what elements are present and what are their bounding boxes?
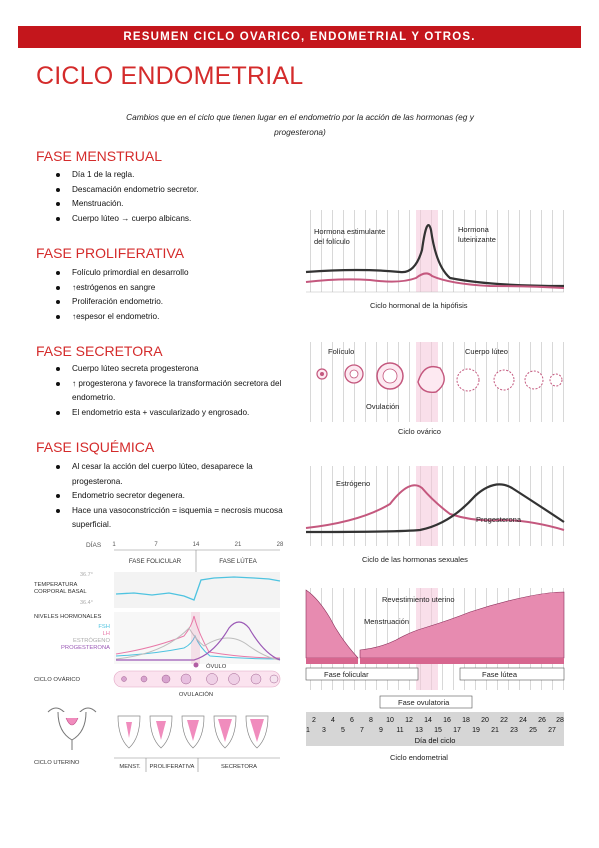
day-tick: 1 (112, 542, 116, 548)
bullet-list-isquemica (56, 460, 286, 533)
sex-hormone-panel (306, 466, 564, 564)
axis-label: Día del ciclo (414, 736, 456, 745)
day-tick: 21 (491, 727, 499, 734)
day-tick: 26 (538, 717, 546, 724)
days-label: DÍAS (86, 542, 102, 549)
phase-folicular-label: Fase folicular (324, 670, 369, 679)
legend-estrogen: ESTRÓGENO (72, 638, 110, 644)
day-tick: 7 (360, 727, 364, 734)
uterine-phase-secretora: SECRETORA (221, 764, 257, 770)
lh-label: Hormona (458, 225, 489, 234)
list-item: Al cesar la acción del cuerpo lúteo, desaparece la progesterona. (56, 460, 286, 489)
phase-title-menstrual: FASE MENSTRUAL (36, 148, 163, 164)
day-tick: 6 (350, 717, 354, 724)
day-tick: 8 (369, 717, 373, 724)
ovulacion-label: OVULACIÓN (178, 692, 214, 698)
list-item: Descamación endometrio secretor. (56, 183, 286, 198)
uterine-stages (118, 716, 268, 748)
day-tick: 28 (276, 542, 284, 548)
phase-label-lutea: FASE LÚTEA (219, 558, 257, 565)
menstruacion-label: Menstruación (364, 617, 410, 626)
bullet-list-menstrual (56, 168, 286, 226)
phase-title-secretora: FASE SECRETORA (36, 343, 163, 359)
lh-label: luteinizante (458, 235, 496, 244)
day-tick: 18 (462, 717, 470, 724)
day-tick: 14 (424, 717, 432, 724)
intro-text: Cambios que en el ciclo que tienen lugar en el endometrio por la acción de las hormonas (eg y progesterona) (126, 112, 474, 137)
revestimiento-label: Revestimiento uterino (382, 595, 455, 604)
phase-title-proliferativa: FASE PROLIFERATIVA (36, 245, 185, 261)
ovarian-caption: Ciclo ovárico (398, 427, 441, 436)
list-item: Endometrio secretor degenera. (56, 489, 286, 504)
phase-title-isquemica: FASE ISQUÉMICA (36, 439, 155, 455)
uterino-label: CICLO UTERINO (34, 760, 80, 766)
fsh-label: del folículo (314, 237, 350, 246)
list-item: Proliferación endometrio. (56, 295, 286, 310)
list-item: Cuerpo lúteo → cuerpo albicans. (56, 212, 286, 227)
list-item: Hace una vasoconstricción = isquemia = necrosis mucosa superficial. (56, 504, 286, 533)
temp-label: CORPORAL BASAL (34, 589, 87, 595)
bullet-list-proliferativa (56, 266, 286, 324)
day-tick: 19 (472, 727, 480, 734)
day-tick: 28 (556, 717, 564, 724)
ovulo-label: ÓVULO (206, 664, 227, 670)
day-tick: 7 (154, 542, 158, 548)
fsh-label: Hormona estimulante (314, 227, 386, 236)
temp-high-label: 36.7° (80, 572, 93, 578)
bullet-list-secretora (56, 362, 286, 420)
uterine-phase-menst: MENST. (119, 764, 141, 770)
day-tick: 16 (443, 717, 451, 724)
uterine-phase-proliferativa: PROLIFERATIVA (149, 764, 195, 770)
progesterone-label: Progesterona (476, 515, 522, 524)
legend-lh: LH (102, 631, 110, 637)
phase-label-folicular: FASE FOLICULAR (128, 558, 182, 565)
list-item: El endometrio esta + vascularizado y engrosado. (56, 406, 286, 421)
estrogen-label: Estrógeno (336, 479, 371, 488)
day-tick: 13 (415, 727, 423, 734)
day-tick: 22 (500, 717, 508, 724)
ovarian-cycle-panel (306, 342, 564, 436)
day-tick: 15 (434, 727, 442, 734)
day-tick: 5 (341, 727, 345, 734)
pituitary-caption: Ciclo hormonal de la hipófisis (370, 301, 468, 310)
list-item: ↑espesor el endometrio. (56, 310, 286, 325)
list-item: Día 1 de la regla. (56, 168, 286, 183)
day-tick: 3 (322, 727, 326, 734)
day-tick: 10 (386, 717, 394, 724)
day-tick: 20 (481, 717, 489, 724)
day-tick: 21 (234, 542, 242, 548)
day-tick: 11 (396, 727, 404, 734)
list-item: Menstruación. (56, 197, 286, 212)
legend-fsh: FSH (98, 624, 110, 630)
uterus-icon (48, 708, 96, 750)
temp-low-label: 36.4° (80, 600, 93, 606)
list-item: Cuerpo lúteo secreta progesterona (56, 362, 286, 377)
cycle-summary-figure (34, 536, 290, 776)
hormones-label: NIVELES HORMONALES (34, 614, 102, 620)
phase-lutea-label: Fase lútea (482, 670, 518, 679)
pituitary-hormone-panel (306, 210, 564, 310)
day-tick: 1 (306, 727, 310, 734)
day-tick: 23 (510, 727, 518, 734)
ovulacion-label: Ovulación (366, 402, 400, 411)
day-tick: 25 (529, 727, 537, 734)
endometrial-panel (306, 588, 564, 762)
sex-hormone-caption: Ciclo de las hormonas sexuales (362, 555, 468, 564)
day-tick: 14 (192, 542, 200, 548)
day-tick: 4 (331, 717, 335, 724)
temp-label: TEMPERATURA (34, 582, 78, 588)
day-tick: 9 (379, 727, 383, 734)
cuerpo-luteo-label: Cuerpo lúteo (465, 347, 508, 356)
day-tick: 12 (405, 717, 413, 724)
list-item: ↑estrógenos en sangre (56, 281, 286, 296)
day-tick: 27 (548, 727, 556, 734)
cycle-panels-figure (300, 210, 570, 780)
phase-ovulatoria-label: Fase ovulatoria (398, 698, 450, 707)
page-title: CICLO ENDOMETRIAL (36, 62, 304, 90)
ovario-label: CICLO OVÁRICO (34, 677, 81, 683)
list-item: Folículo primordial en desarrollo (56, 266, 286, 281)
day-tick: 24 (519, 717, 527, 724)
legend-progesterone: PROGESTERONA (61, 645, 110, 651)
list-item: ↑ progesterona y favorece la transformación secretora del endometrio. (56, 377, 286, 406)
day-tick: 17 (453, 727, 461, 734)
endometrial-caption: Ciclo endometrial (390, 753, 448, 762)
foliculo-label: Folículo (328, 347, 355, 356)
header-banner: RESUMEN CICLO OVARICO, ENDOMETRIAL Y OTROS. (18, 26, 581, 48)
day-tick: 2 (312, 717, 316, 724)
